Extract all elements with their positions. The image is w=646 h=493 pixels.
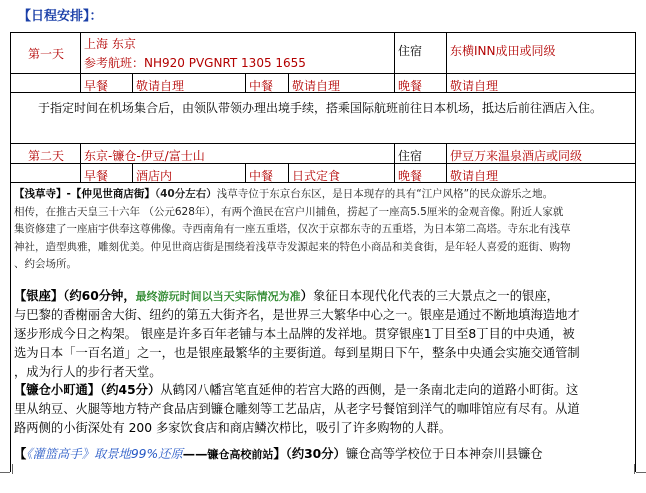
day2-hotel: 伊豆万来温泉酒店或同级 xyxy=(450,149,583,163)
komachi-text-1: 从鹤冈八幡宫笔直延伸的若宫大路的西侧，是一条南北走向的道路小町街。这 xyxy=(160,383,579,397)
sensoji-text-1: 浅草寺位于东京台东区，是日本现存的具有“江户风格”的民众游乐之地。 xyxy=(216,188,554,200)
ginza-duration: （约60分钟， xyxy=(63,289,136,303)
day2-label: 第二天 xyxy=(28,149,65,163)
ginza-title: 【银座】 xyxy=(14,289,64,303)
komachi-title: 【镰仓小町通】 xyxy=(14,383,101,397)
day1-hotel-label: 住宿 xyxy=(398,44,423,58)
day1-description: 于指定时间在机场集合后，由领队带领办理出境手续，搭乘国际航班前往日本机场，抵达后前往酒店入住。 xyxy=(38,101,603,115)
ginza-note: 最终游玩时间以当天实际情况为准 xyxy=(135,290,301,303)
schedule-heading: 【日程安排】： xyxy=(18,9,103,24)
day2-dinner-label: 晚餐 xyxy=(398,169,423,183)
sensoji-text-4: 神社，造型典雅，雕刻优美。仲见世商店街是围绕着浅草寺发源起来的特色小商品和美食街，是年轻人喜爱的逛街、购物 xyxy=(14,240,571,253)
day2-hotel-label: 住宿 xyxy=(398,149,423,163)
day1-lunch: 敬请自理 xyxy=(292,79,341,93)
day1-breakfast-label: 早餐 xyxy=(84,79,109,93)
day1-route: 上海 东京 xyxy=(84,37,136,51)
sensoji-duration: （40分左右） xyxy=(154,188,217,200)
sensoji-text-2: 相传，在推古天皇三十六年 （公元628年），有两个渔民在宫户川捕鱼，捞起了一座高5.5厘米的金观音像。附近人家就 xyxy=(14,205,564,218)
komachi-duration: （约45分） xyxy=(100,383,161,397)
kamakura-high-section xyxy=(14,445,630,464)
day1-breakfast: 敬请自理 xyxy=(136,79,185,93)
day2-lunch-label: 中餐 xyxy=(249,169,274,183)
sensoji-section xyxy=(14,186,630,274)
ginza-text-4: 选为日本「一百名道」之一，也是银座最繁华的主要街道。每到星期日下午，整条中央通会实施交通管制 xyxy=(14,346,580,360)
komachi-text-2: 里从纳豆、火腿等地方特产食品店到镰仓雕刻等工艺品店，从老字号餐馆到洋气的咖啡馆应有尽有。从道 xyxy=(14,402,580,416)
day1-hotel: 东横INN成田或同级 xyxy=(450,44,556,58)
sensoji-text-5: 、约会场所。 xyxy=(14,258,77,270)
crop-mark-left-h xyxy=(0,472,10,483)
day1-flight: 参考航班：NH920 PVGNRT 1305 1655 xyxy=(84,56,306,70)
ginza-text-3: 逐步形成今日之构架。 银座是许多百年老铺与本土品牌的发祥地。贯穿银座1丁目至8丁目的中央通，被 xyxy=(14,327,575,341)
kamakura-open-bracket: 【 xyxy=(14,447,27,461)
kamakura-high-duration: （约30分） xyxy=(285,447,346,461)
day2-lunch: 日式定食 xyxy=(292,169,341,183)
day1-label: 第一天 xyxy=(28,47,65,61)
kamakura-close-bracket: 】 xyxy=(273,447,286,461)
day2-route: 东京-镰仓-伊豆/富士山 xyxy=(84,149,205,163)
slam-dunk-link[interactable]: 《灌篮高手》取景地99%还原 xyxy=(26,447,183,461)
sensoji-text-3: 集资修建了一座庙宇供奉这尊佛像。寺西南角有一座五重塔，仅次于京都东寺的五重塔，为日本第二高塔。寺东北有浅草 xyxy=(14,223,571,235)
komachi-section xyxy=(14,381,630,438)
day1-dinner: 敬请自理 xyxy=(450,79,499,93)
ginza-paren-close: ） xyxy=(300,289,313,303)
day1-lunch-label: 中餐 xyxy=(249,79,274,93)
sensoji-title: 【浅草寺】-【仲见世商店街】 xyxy=(14,188,155,200)
ginza-text-5: ，成为行人的步行者天堂。 xyxy=(14,365,162,379)
kamakura-high-text-1: 镰仓高等学校位于日本神奈川县镰仓 xyxy=(345,447,543,461)
kamakura-high-title: 镰仓高校前站 xyxy=(207,448,274,461)
kamakura-dash: —— xyxy=(182,447,208,461)
day2-breakfast-label: 早餐 xyxy=(84,169,109,183)
day2-breakfast: 酒店内 xyxy=(136,169,173,183)
ginza-text-2: 与巴黎的香榭丽舍大街、纽约的第五大街齐名，是世界三大繁华中心之一。银座是通过不断地填海造地才 xyxy=(14,308,580,322)
ginza-text-1: 象征日本现代化代表的三大景点之一的银座， xyxy=(312,289,559,303)
komachi-text-3: 路两侧的小街深处有 200 多家饮食店和商店鳞次栉比，吸引了许多购物的人群。 xyxy=(14,421,452,435)
day1-dinner-label: 晚餐 xyxy=(398,79,423,93)
ginza-section xyxy=(14,287,630,382)
crop-mark-right-h xyxy=(636,472,646,483)
day2-dinner: 敬请自理 xyxy=(450,169,499,183)
